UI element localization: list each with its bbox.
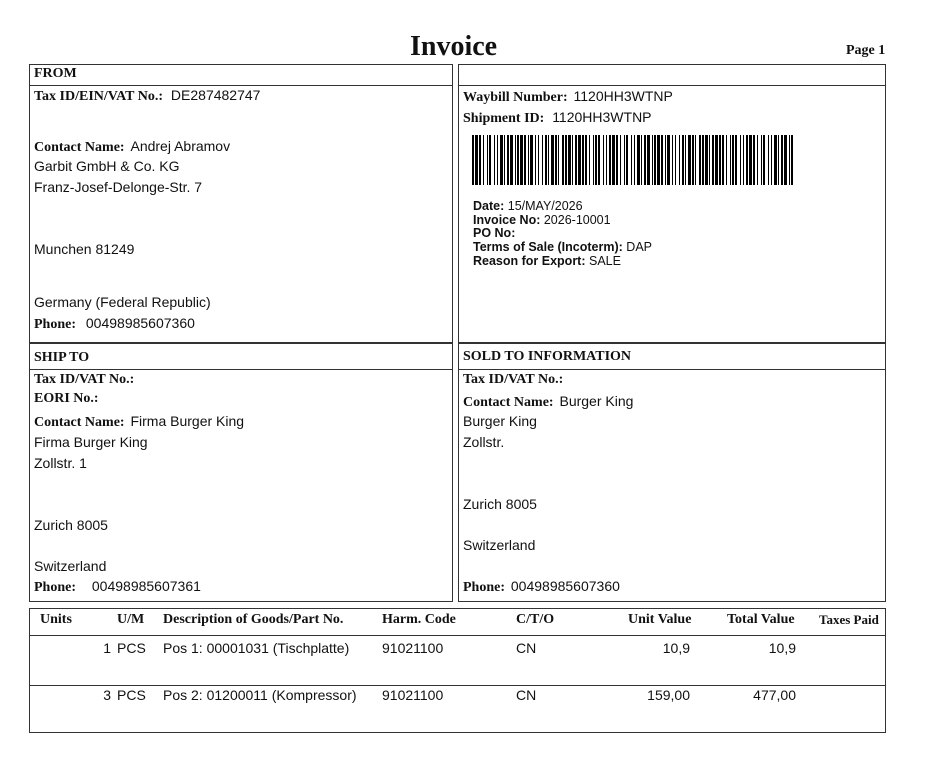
table-row-1-unit-value: 10,9: [662, 640, 690, 656]
from-heading: FROM: [34, 66, 77, 81]
barcode-bar: [500, 135, 503, 185]
barcode-bar: [489, 135, 491, 185]
sold-to-contact-label: Contact Name:: [463, 395, 554, 410]
ship-to-heading: SHIP TO: [34, 350, 90, 365]
col-cto: C/T/O: [516, 612, 555, 627]
barcode-bar: [562, 135, 564, 185]
sold-to-tax-label: Tax ID/VAT No.:: [463, 372, 564, 387]
from-phone-line: [34, 314, 195, 334]
table-row-1-desc: Pos 1: 00001031 (Tischplatte): [163, 640, 350, 656]
terms-line: [473, 240, 652, 254]
table-row-1-units: 1: [103, 640, 111, 656]
waybill-label: Waybill Number:: [463, 90, 568, 105]
shipment-id-value: 1120HH3WTNP: [552, 109, 652, 125]
table-row-2-units: 3: [103, 687, 111, 703]
invoice-no-label: Invoice No:: [473, 213, 541, 227]
barcode-bar: [685, 135, 686, 185]
barcode-bar: [753, 135, 755, 185]
barcode-bar: [575, 135, 577, 185]
barcode-bar: [679, 135, 680, 185]
waybill-value: 1120HH3WTNP: [573, 88, 673, 104]
page-number: Page 1: [846, 43, 886, 58]
barcode-bar: [784, 135, 787, 185]
barcode-bar: [551, 135, 554, 185]
sold-to-city: Zurich 8005: [463, 496, 537, 512]
table-row-1-cto: CN: [516, 640, 537, 656]
barcode-bar: [735, 135, 737, 185]
table-row-1-harm: 91021100: [382, 640, 444, 656]
barcode-bar: [624, 135, 625, 185]
barcode-bar: [637, 135, 640, 185]
barcode-bar: [593, 135, 594, 185]
table-row-1-um: PCS: [117, 640, 146, 656]
ship-to-city: Zurich 8005: [34, 517, 108, 533]
barcode-bar: [582, 135, 584, 185]
barcode-bar: [483, 135, 484, 185]
barcode-bar: [732, 135, 734, 185]
ship-to-company: Firma Burger King: [34, 434, 148, 450]
barcode-bar: [702, 135, 704, 185]
invoice-title: Invoice: [410, 31, 498, 62]
sold-to-phone-value: 00498985607360: [510, 578, 620, 594]
ship-to-phone-label: Phone:: [34, 580, 76, 595]
ship-to-phone-line: [34, 577, 201, 597]
barcode-bar: [558, 135, 559, 185]
barcode-bar: [695, 135, 696, 185]
ship-to-contact-value: Firma Burger King: [130, 413, 245, 429]
barcode-bar: [644, 135, 646, 185]
barcode-bar: [475, 135, 478, 185]
sold-to-phone-label: Phone:: [463, 580, 505, 595]
ship-to-country: Switzerland: [34, 558, 107, 574]
barcode-bar: [709, 135, 710, 185]
date-line: [473, 199, 583, 213]
table-row-2-desc: Pos 2: 01200011 (Kompressor): [163, 687, 357, 703]
terms-label: Terms of Sale (Incoterm):: [473, 240, 623, 254]
ship-to-phone-value: 00498985607361: [91, 578, 201, 594]
sold-to-company: Burger King: [463, 413, 537, 429]
col-um: U/M: [117, 612, 145, 627]
barcode-bar: [719, 135, 721, 185]
barcode-bar: [530, 135, 533, 185]
barcode-bar: [504, 135, 505, 185]
from-phone-value: 00498985607360: [85, 315, 195, 331]
table-row-2-harm: 91021100: [382, 687, 444, 703]
sold-to-country: Switzerland: [463, 537, 536, 553]
barcode-bar: [774, 135, 777, 185]
barcode-bar: [517, 135, 519, 185]
barcode-bar: [497, 135, 498, 185]
barcode-bar: [568, 135, 571, 185]
barcode-bar: [609, 135, 611, 185]
waybill-line: [463, 87, 673, 107]
barcode-bar: [715, 135, 718, 185]
ship-to-tax-label: Tax ID/VAT No.:: [34, 372, 135, 387]
po-label: PO No:: [473, 226, 516, 240]
barcode-bar: [791, 135, 793, 185]
ship-to-street: Zollstr. 1: [34, 455, 87, 471]
barcode-bar: [515, 135, 516, 185]
ship-to-contact-label: Contact Name:: [34, 415, 125, 430]
barcode-bar: [565, 135, 567, 185]
barcode-bar: [730, 135, 731, 185]
from-phone-label: Phone:: [34, 317, 76, 332]
barcode-bar: [688, 135, 691, 185]
shipment-id-label: Shipment ID:: [463, 111, 545, 126]
table-row-2-unit-value: 159,00: [647, 687, 690, 703]
barcode-bar: [712, 135, 714, 185]
barcode-bar: [598, 135, 600, 185]
table-row-2-total-value: 477,00: [753, 687, 796, 703]
barcode-bar: [494, 135, 495, 185]
barcode-bar: [682, 135, 684, 185]
barcode-bar: [620, 135, 621, 185]
from-city: Munchen 81249: [34, 241, 135, 257]
sold-to-street: Zollstr.: [463, 434, 505, 450]
barcode-bar: [535, 135, 536, 185]
barcode-bar: [722, 135, 724, 185]
barcode-icon: [472, 135, 794, 185]
barcode-bar: [595, 135, 597, 185]
from-contact-value: Andrej Abramov: [130, 138, 231, 154]
po-line: [473, 226, 515, 240]
table-row-1-total-value: 10,9: [768, 640, 796, 656]
barcode-bar: [652, 135, 653, 185]
from-tax-value: DE287482747: [170, 87, 261, 103]
barcode-bar: [757, 135, 758, 185]
from-street: Franz-Josef-Delonge-Str. 7: [34, 179, 203, 195]
col-total-value: Total Value: [727, 612, 795, 627]
barcode-bar: [654, 135, 656, 185]
table-row-2-cto: CN: [516, 687, 537, 703]
from-tax-line: [34, 86, 260, 106]
barcode-bar: [631, 135, 632, 185]
reason-value: SALE: [589, 254, 621, 268]
barcode-bar: [763, 135, 765, 185]
sold-to-contact-value: Burger King: [559, 393, 634, 409]
barcode-bar: [675, 135, 676, 185]
barcode-bar: [524, 135, 526, 185]
barcode-bar: [699, 135, 701, 185]
col-taxes-paid: Taxes Paid: [819, 612, 879, 627]
barcode-bar: [487, 135, 488, 185]
terms-value: DAP: [626, 240, 652, 254]
barcode-bar: [589, 135, 590, 185]
table-row-2-um: PCS: [117, 687, 146, 703]
date-label: Date:: [473, 199, 505, 213]
shipment-id-line: [463, 108, 652, 128]
barcode-bar: [781, 135, 783, 185]
from-contact-label: Contact Name:: [34, 140, 125, 155]
barcode-bar: [479, 135, 481, 185]
barcode-bar: [538, 135, 539, 185]
barcode-bar: [740, 135, 741, 185]
barcode-bar: [616, 135, 618, 185]
barcode-bar: [545, 135, 547, 185]
barcode-bar: [578, 135, 581, 185]
barcode-bar: [743, 135, 744, 185]
ship-to-eori-label: EORI No.:: [34, 391, 99, 406]
reason-label: Reason for Export:: [473, 254, 586, 268]
barcode-bar: [634, 135, 635, 185]
barcode-bar: [510, 135, 513, 185]
sold-to-contact-line: [463, 392, 633, 412]
from-company: Garbit GmbH & Co. KG: [34, 158, 180, 174]
barcode-bar: [657, 135, 660, 185]
barcode-bar: [771, 135, 772, 185]
barcode-bar: [612, 135, 615, 185]
barcode-bar: [528, 135, 529, 185]
barcode-bar: [520, 135, 523, 185]
from-contact-line: [34, 137, 230, 157]
barcode-bar: [761, 135, 762, 185]
barcode-bar: [692, 135, 694, 185]
barcode-bar: [572, 135, 573, 185]
invoice-no-value: 2026-10001: [543, 213, 611, 227]
barcode-bar: [661, 135, 663, 185]
barcode-bar: [626, 135, 628, 185]
col-harm-code: Harm. Code: [382, 612, 456, 627]
col-description: Description of Goods/Part No.: [163, 612, 344, 627]
sold-to-phone-line: [463, 577, 620, 597]
barcode-bar: [705, 135, 708, 185]
barcode-bar: [672, 135, 673, 185]
barcode-bar: [746, 135, 748, 185]
barcode-bar: [647, 135, 650, 185]
col-unit-value: Unit Value: [628, 612, 692, 627]
barcode-bar: [726, 135, 727, 185]
barcode-bar: [665, 135, 666, 185]
barcode-bar: [789, 135, 790, 185]
ship-to-contact-line: [34, 412, 244, 432]
barcode-bar: [555, 135, 557, 185]
barcode-bar: [585, 135, 587, 185]
barcode-bar: [548, 135, 549, 185]
barcode-bar: [603, 135, 604, 185]
barcode-bar: [778, 135, 779, 185]
date-value: 15/MAY/2026: [507, 199, 583, 213]
from-country: Germany (Federal Republic): [34, 294, 211, 310]
barcode-bar: [606, 135, 607, 185]
col-units: Units: [40, 612, 72, 627]
barcode-bar: [641, 135, 642, 185]
sold-to-heading: SOLD TO INFORMATION: [463, 349, 632, 364]
invoice-no-line: [473, 213, 611, 227]
reason-line: [473, 254, 621, 268]
from-tax-label: Tax ID/EIN/VAT No.:: [34, 89, 164, 104]
barcode-bar: [542, 135, 543, 185]
barcode-bar: [667, 135, 670, 185]
barcode-bar: [507, 135, 509, 185]
barcode-bar: [472, 135, 474, 185]
barcode-bar: [768, 135, 769, 185]
barcode-bar: [749, 135, 752, 185]
